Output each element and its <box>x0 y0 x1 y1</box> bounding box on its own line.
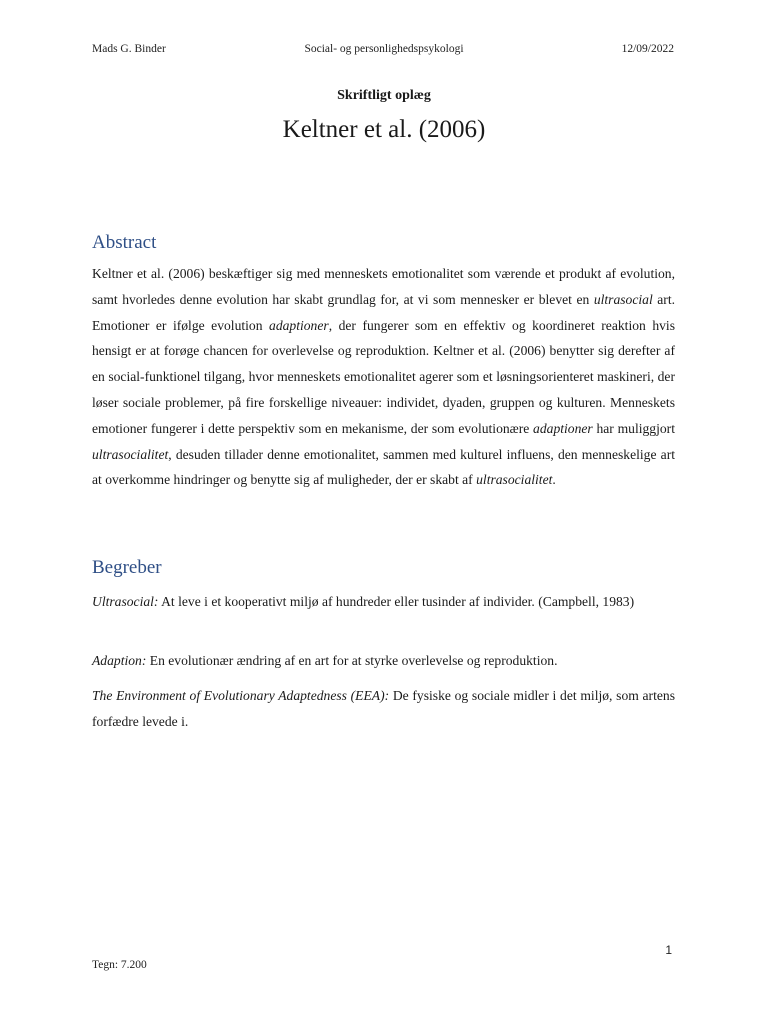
abstract-term: ultrasocialitet <box>476 472 553 488</box>
document-title: Keltner et al. (2006) <box>282 116 486 143</box>
abstract-text: , der fungerer som en effektiv og koordineret reaktion hvis hensigt er at forøge chancen for overlevelse og reproduktion. Keltner et al. (2006) benytter sig derefter af en social-funktionel tilgang, hvor menneskets emotionalitet agerer som et løsningsorienteret maskineri, der løser sociale problemer, på fire forskellige niveauer: individet, dyaden, gruppen og kulturen. Menneskets emotioner fungerer i dette perspektiv som en mekanisme, der som evolutionære <box>92 317 675 436</box>
header-course: Social- og personlighedspsykologi <box>304 43 464 55</box>
abstract-text: har muliggjort <box>592 420 675 436</box>
header-date: 12/09/2022 <box>621 43 674 55</box>
character-count: Tegn: 7.200 <box>92 959 147 971</box>
definition-term: Adaption: <box>92 653 147 668</box>
header-author: Mads G. Binder <box>92 43 166 55</box>
definition-text: De fysiske og sociale midler i det miljø, som artens forfædre levede i. <box>92 688 675 729</box>
abstract-text: , desuden tillader denne emotionalitet, sammen med kulturel influens, den menneskelige art at overkomme hindringer og benytte sig af muligheder, der er skabt af <box>92 446 675 488</box>
abstract-text: art. Emotioner er ifølge evolution <box>92 291 675 333</box>
definition-text: At leve i et kooperativt miljø af hundreder eller tusinder af individer. (Campbell, 1983) <box>158 594 635 609</box>
abstract-term: adaptioner <box>533 420 593 436</box>
definition-term: Ultrasocial: <box>92 594 159 609</box>
definition-text: En evolutionær ændring af en art for at styrke overlevelse og reproduktion. <box>146 653 558 668</box>
definition-eea <box>92 683 675 735</box>
abstract-term: ultrasocial <box>593 291 653 307</box>
begreber-heading: Begreber <box>92 557 162 578</box>
definition-adaption <box>92 648 675 674</box>
definition-ultrasocial <box>92 589 675 615</box>
abstract-paragraph <box>92 261 675 493</box>
definition-term: The Environment of Evolutionary Adaptedness (EEA): <box>92 688 390 703</box>
abstract-text: Keltner et al. (2006) beskæftiger sig med menneskets emotionalitet som værende et produkt af evolution, samt hvorledes denne evolution har skabt grundlag for, at vi som mennesker er blevet en <box>92 266 675 307</box>
abstract-heading: Abstract <box>92 232 157 253</box>
abstract-term: adaptioner <box>269 317 329 333</box>
abstract-term: ultrasocialitet <box>92 446 169 462</box>
abstract-text: . <box>552 472 556 488</box>
document-type: Skriftligt oplæg <box>337 88 431 103</box>
page-number: 1 <box>665 943 672 957</box>
